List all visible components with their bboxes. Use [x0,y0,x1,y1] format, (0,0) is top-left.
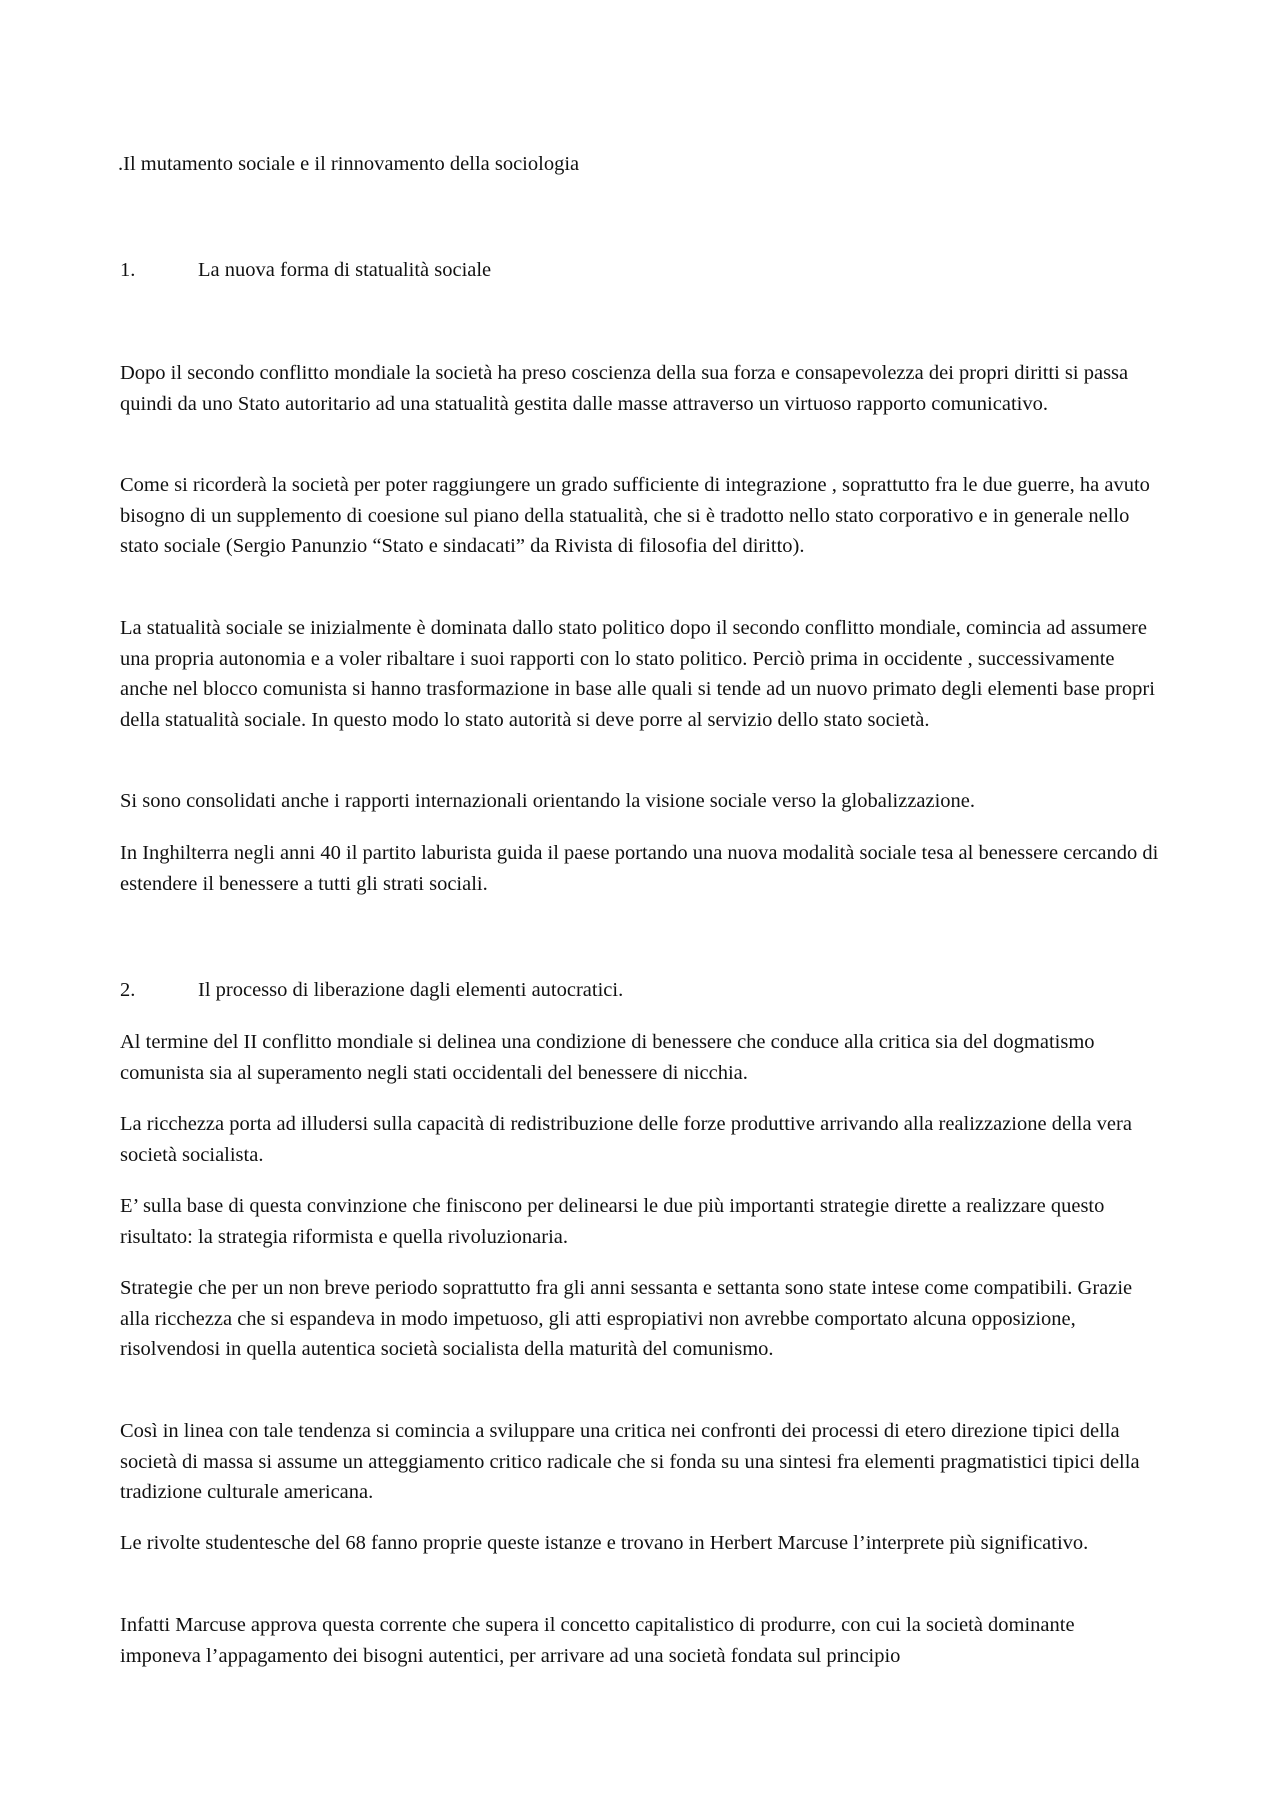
paragraph: Al termine del II conflitto mondiale si delinea una condizione di benessere che conduce alla critica sia del dogmatismo comunista sia al superamento negli stati occidentali del benessere di nicchia. [120,1031,1095,1084]
paragraph: La ricchezza porta ad illudersi sulla capacità di redistribuzione delle forze produttive arrivando alla realizzazione della vera società socialista. [120,1113,1132,1166]
section-heading-1 [120,255,491,286]
paragraph: La statualità sociale se inizialmente è dominata dallo stato politico dopo il secondo conflitto mondiale, comincia ad assumere una propria autonomia e a voler ribaltare i suoi rapporti con lo stato politico. Perciò prima in occidente , successivamente anche nel blocco comunista si hanno trasformazione in base alle quali si tende ad un nuovo primato degli elementi base propri della statualità sociale. In questo modo lo stato autorità si deve porre al servizio dello stato società. [120,617,1155,731]
paragraph: Le rivolte studentesche del 68 fanno proprie queste istanze e trovano in Herbert Marcuse l’interprete più significativo. [120,1532,1089,1554]
paragraph: E’ sulla base di questa convinzione che finiscono per delinearsi le due più importanti strategie dirette a realizzare questo risultato: la strategia riformista e quella rivoluzionaria. [120,1195,1105,1248]
section-heading-text: Il processo di liberazione dagli elementi autocratici. [198,979,624,1001]
paragraph: Così in linea con tale tendenza si comincia a sviluppare una critica nei confronti dei processi di etero direzione tipici della società di massa si assume un atteggiamento critico radicale che si fonda su una sintesi fra elementi pragmatistici tipici della tradizione culturale americana. [120,1420,1140,1503]
paragraph: Si sono consolidati anche i rapporti internazionali orientando la visione sociale verso la globalizzazione. [120,790,976,812]
section-heading-2 [120,975,623,1006]
paragraph: Infatti Marcuse approva questa corrente che supera il concetto capitalistico di produrre, con cui la società dominante imponeva l’appagamento dei bisogni autentici, per arrivare ad una società fondata sul principio [120,1614,1075,1667]
section-heading-text: La nuova forma di statualità sociale [198,259,492,281]
paragraph: Strategie che per un non breve periodo soprattutto fra gli anni sessanta e settanta sono state intese come compatibili. Grazie alla ricchezza che si espandeva in modo impetuoso, gli atti espropiativi non avrebbe comportato alcuna opposizione, risolvendosi in quella autentica società socialista della maturità del comunismo. [120,1277,1133,1360]
paragraph: Come si ricorderà la società per poter raggiungere un grado sufficiente di integrazione , soprattutto fra le due guerre, ha avuto bisogno di un supplemento di coesione sul piano della statualità, che si è tradotto nello stato corporativo e in generale nello stato sociale (Sergio Panunzio “Stato e sindacati” da Rivista di filosofia del diritto). [120,474,1150,557]
section-number: 1. [120,259,136,281]
paragraph: Dopo il secondo conflitto mondiale la società ha preso coscienza della sua forza e consapevolezza dei propri diritti si passa quindi da uno Stato autoritario ad una statualità gestita dalle masse attraverso un virtuoso rapporto comunicativo. [120,362,1129,415]
section-number: 2. [120,979,136,1001]
paragraph: In Inghilterra negli anni 40 il partito laburista guida il paese portando una nuova modalità sociale tesa al benessere cercando di estendere il benessere a tutti gli strati sociali. [120,842,1159,895]
document-title: .Il mutamento sociale e il rinnovamento della sociologia [118,153,580,175]
